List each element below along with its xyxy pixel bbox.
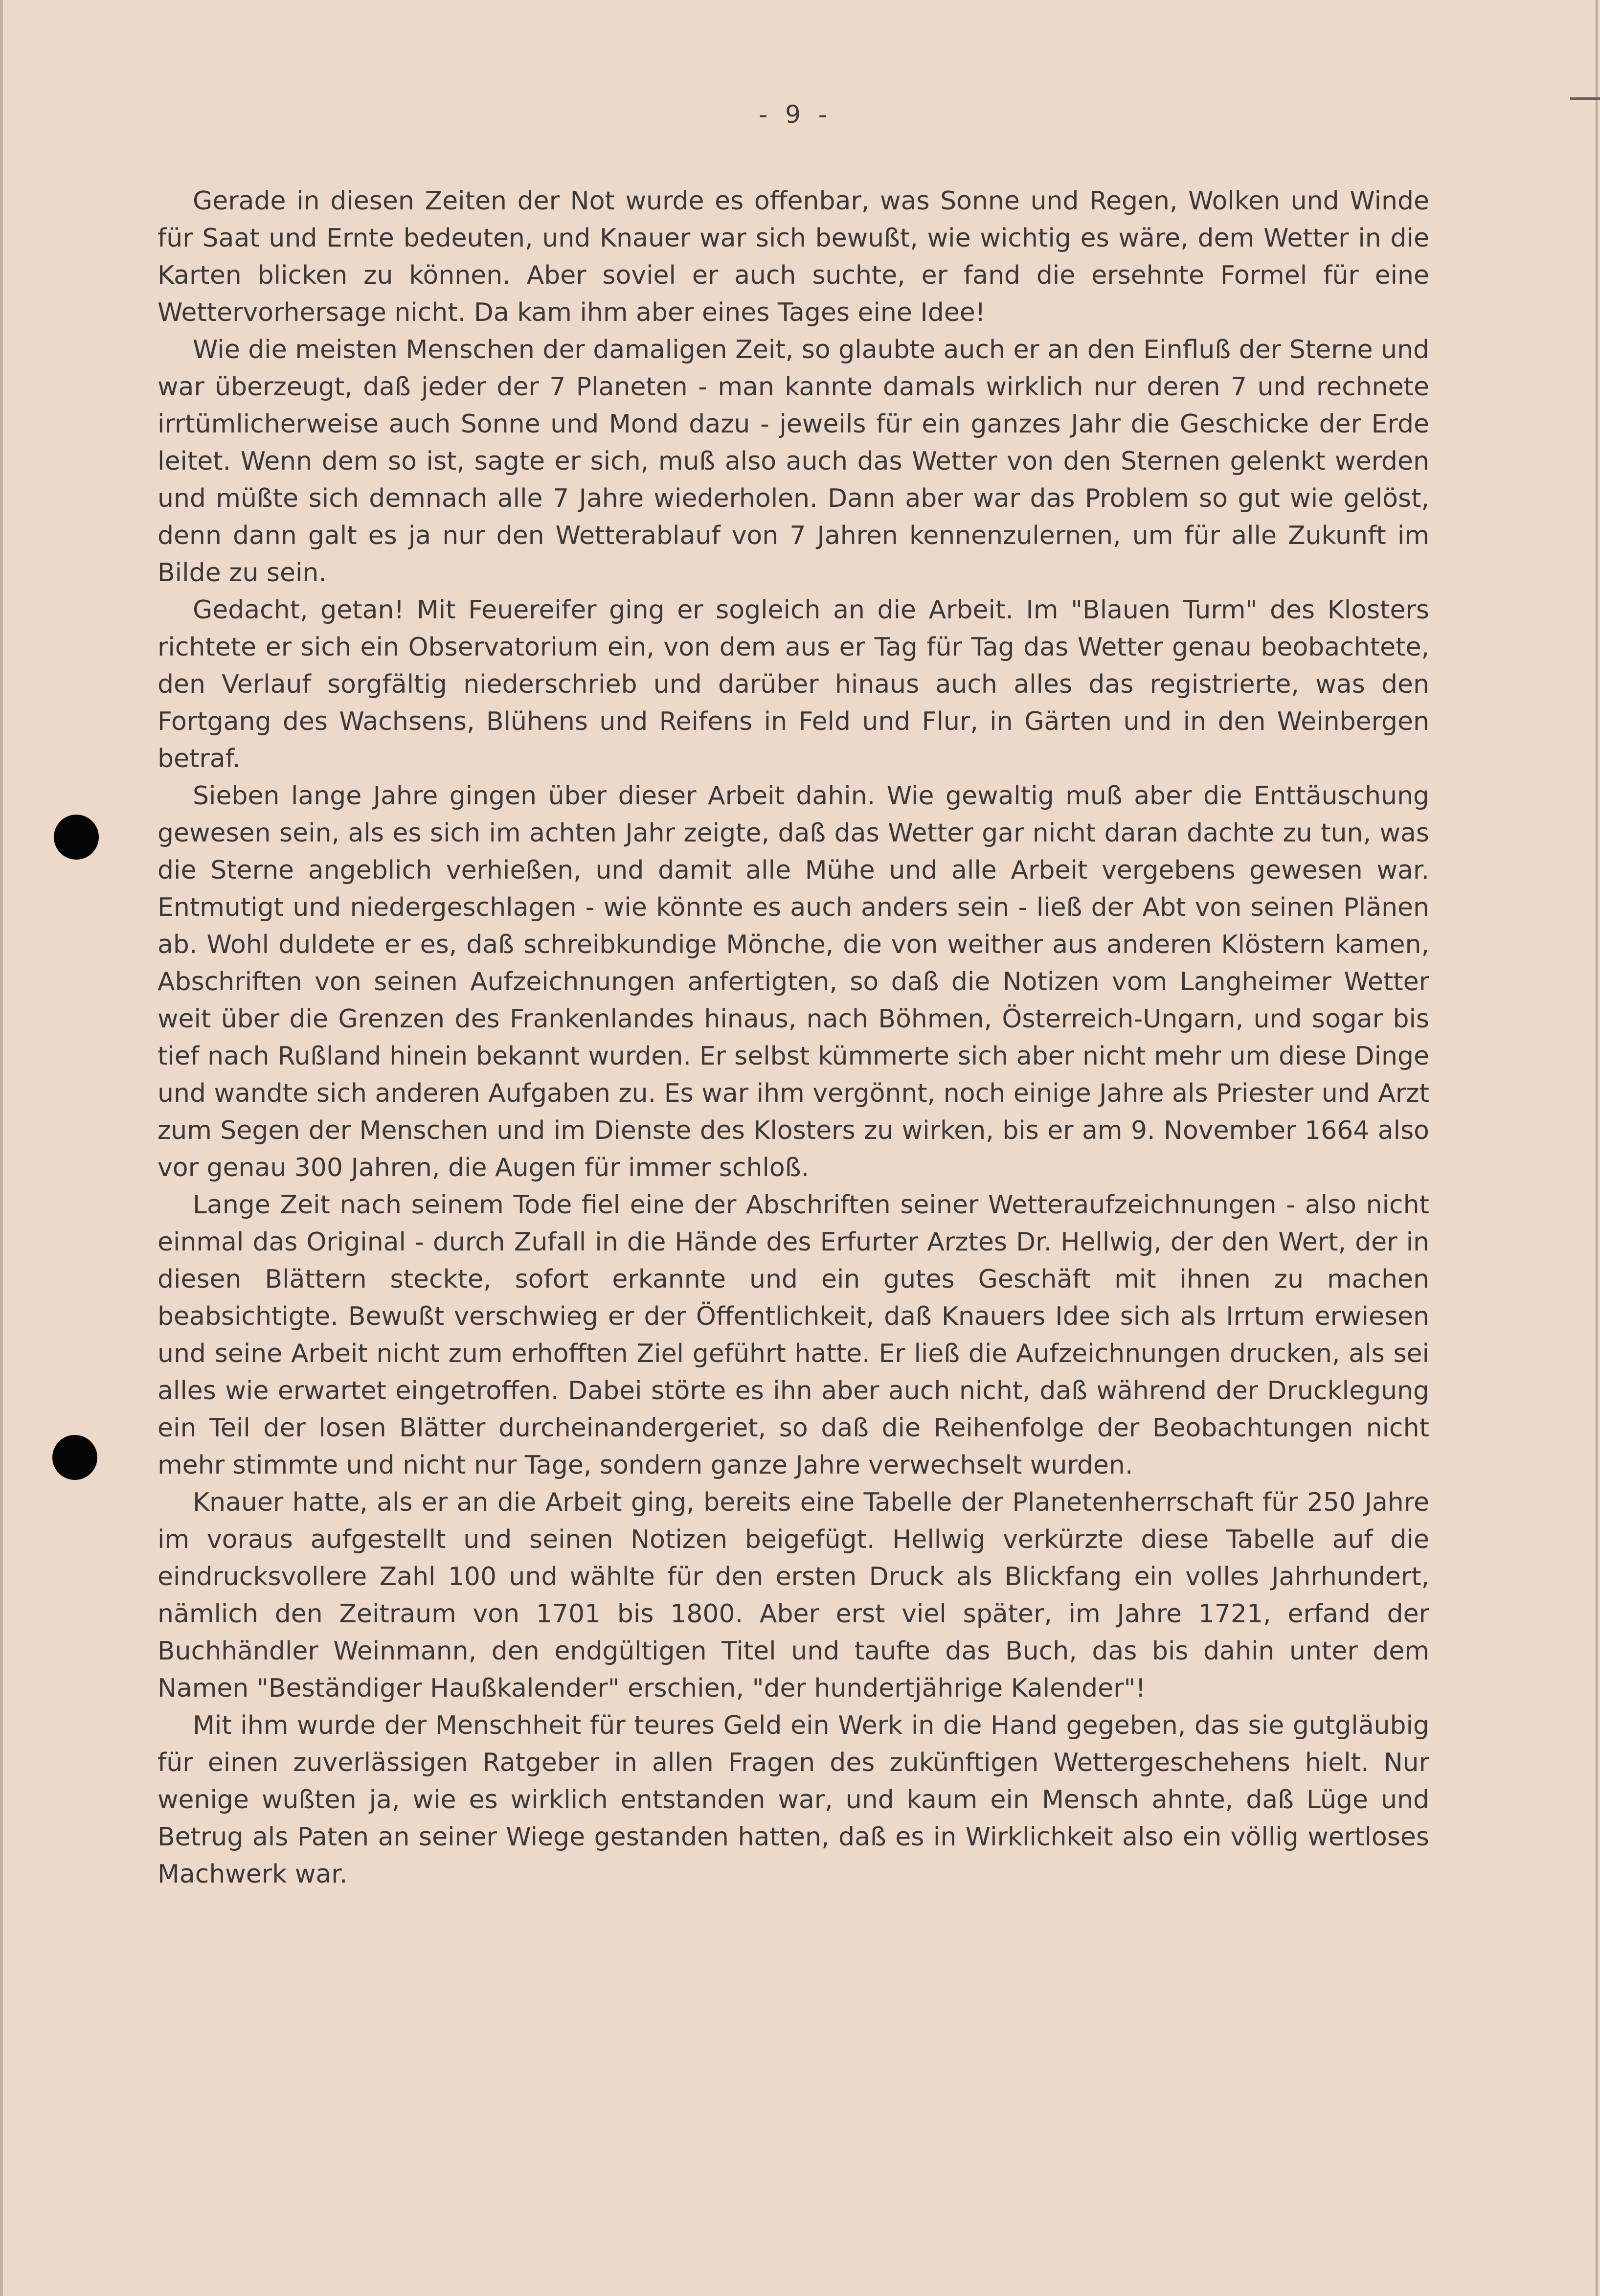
margin-tick-mark — [1570, 97, 1600, 100]
paragraph-1: Gerade in diesen Zeiten der Not wurde es offenbar, was Sonne und Regen, Wolken und Winde für Saat und Ernte bedeuten, und Knauer war sich bewußt, wie wichtig es wäre, dem Wetter in die Karten blicken zu können. Aber soviel er auch suchte, er fand die ersehnte Formel für eine Wettervorhersage nicht. Da kam ihm aber eines Tages eine Idee! — [158, 186, 1429, 327]
paragraph-6: Knauer hatte, als er an die Arbeit ging, bereits eine Tabelle der Planetenherrschaft für 250 Jahre im voraus aufgestellt und seinen Notizen beigefügt. Hellwig verkürzte diese Tabelle auf die eindrucksvollere Zahl 100 und wählte für den ersten Druck als Blickfang ein volles Jahrhundert, nämlich den Zeitraum von 1701 bis 1800. Aber erst viel später, im Jahre 1721, erfand der Buchhändler Weinmann, den endgültigen Titel und taufte das Buch, das bis dahin unter dem Namen "Beständiger Haußkalender" erschien, "der hundertjährige Kalender"! — [158, 1488, 1429, 1703]
paragraph-2: Wie die meisten Menschen der damaligen Zeit, so glaubte auch er an den Einfluß der Sterne und war überzeugt, daß jeder der 7 Planeten - man kannte damals wirklich nur deren 7 und rechnete irrtümlicherweise auch Sonne und Mond dazu - jeweils für ein ganzes Jahr die Geschicke der Erde leitet. Wenn dem so ist, sagte er sich, muß also auch das Wetter von den Sternen gelenkt werden und müßte sich demnach alle 7 Jahre wiederholen. Dann aber war das Problem so gut wie gelöst, denn dann galt es ja nur den Wetterablauf von 7 Jahren kennenzulernen, um für alle Zukunft im Bilde zu sein. — [158, 335, 1429, 588]
paragraph-7: Mit ihm wurde der Menschheit für teures Geld ein Werk in die Hand gegeben, das sie gutgläubig für einen zuverlässigen Ratgeber in allen Fragen des zukünftigen Wettergeschehens hielt. Nur wenige wußten ja, wie es wirklich entstanden war, und kaum ein Mensch ahnte, daß Lüge und Betrug als Paten an seiner Wiege gestanden hatten, daß es in Wirklichkeit also ein völlig wertloses Machwerk war. — [158, 1711, 1429, 1889]
paragraph-3: Gedacht, getan! Mit Feuereifer ging er sogleich an die Arbeit. Im "Blauen Turm" des Klosters richtete er sich ein Observatorium ein, von dem aus er Tag für Tag das Wetter genau beobachtete, den Verlauf sorgfältig niederschrieb und darüber hinaus auch alles das registrierte, was den Fortgang des Wachsens, Blühens und Reifens in Feld und Flur, in Gärten und in den Weinbergen betraf. — [158, 595, 1429, 773]
punch-hole-top — [54, 815, 99, 860]
punch-hole-bottom — [52, 1435, 97, 1480]
paragraph-5: Lange Zeit nach seinem Tode fiel eine der Abschriften seiner Wetteraufzeichnungen - also nicht einmal das Original - durch Zufall in die Hände des Erfurter Arztes Dr. Hellwig, der den Wert, der in diesen Blättern steckte, sofort erkannte und ein gutes Geschäft mit ihnen zu machen beabsichtigte. Bewußt verschwieg er der Öffentlichkeit, daß Knauers Idee sich als Irrtum erwiesen und seine Arbeit nicht zum erhofften Ziel geführt hatte. Er ließ die Aufzeichnungen drucken, als sei alles wie erwartet eingetroffen. Dabei störte es ihn aber auch nicht, daß während der Drucklegung ein Teil der losen Blätter durcheinandergeriet, so daß die Reihenfolge der Beobachtungen nicht mehr stimmte und nicht nur Tage, sondern ganze Jahre verwechselt wurden. — [158, 1190, 1429, 1480]
body-text — [158, 182, 1429, 1893]
page-number: - 9 - — [759, 100, 832, 129]
page-edge-line — [1596, 0, 1598, 2296]
paragraph-4: Sieben lange Jahre gingen über dieser Arbeit dahin. Wie gewaltig muß aber die Enttäuschung gewesen sein, als es sich im achten Jahr zeigte, daß das Wetter gar nicht daran dachte zu tun, was die Sterne angeblich verhießen, und damit alle Mühe und alle Arbeit vergebens gewesen war. Entmutigt und niedergeschlagen - wie könnte es auch anders sein - ließ der Abt von seinen Plänen ab. Wohl duldete er es, daß schreibkundige Mönche, die von weither aus anderen Klöstern kamen, Abschriften von seinen Aufzeichnungen anfertigten, so daß die Notizen vom Langheimer Wetter weit über die Grenzen des Frankenlandes hinaus, nach Böhmen, Österreich-Ungarn, und sogar bis tief nach Rußland hinein bekannt wurden. Er selbst kümmerte sich aber nicht mehr um diese Dinge und wandte sich anderen Aufgaben zu. Es war ihm vergönnt, noch einige Jahre als Priester und Arzt zum Segen der Menschen und im Dienste des Klosters zu wirken, bis er am 9. November 1664 also vor genau 300 Jahren, die Augen für immer schloß. — [158, 781, 1429, 1182]
